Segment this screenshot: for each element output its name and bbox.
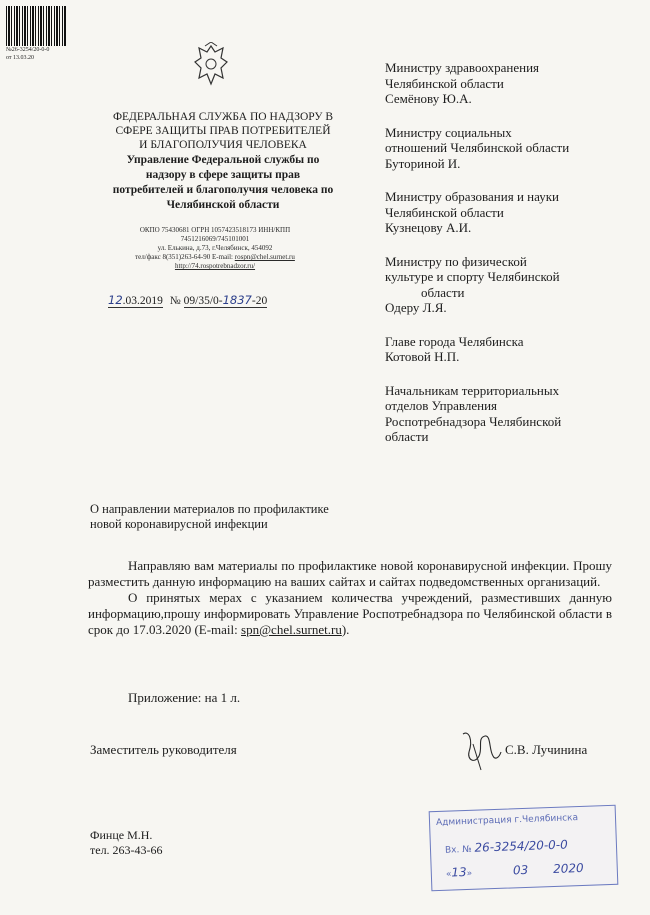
coat-of-arms-icon	[191, 42, 231, 88]
addressee-line: Кузнецову А.И.	[385, 220, 472, 235]
addressee-line: отношений Челябинской области	[385, 140, 570, 155]
addressee-line: Министру социальных	[385, 124, 512, 140]
addressee-line: области	[421, 284, 465, 300]
contact-line: ОКПО 75430681 ОГРН 1057423518173 ИНН/КПП	[139, 226, 291, 234]
stamp-title: Администрация г.Челябинска	[435, 813, 579, 829]
addressee-line: Министру образования и науки	[385, 189, 559, 204]
contact-line: 7451216069/745101001	[180, 235, 250, 243]
addressee-line: Буториной И.	[385, 155, 461, 171]
addressee-block	[385, 334, 635, 365]
body-text-end: ).	[341, 622, 350, 637]
letter-subject	[90, 502, 370, 532]
reg-date	[108, 293, 163, 308]
reg-no-suffix: -20	[251, 295, 268, 307]
barcode-sticker	[6, 6, 74, 68]
subject-line: О направлении материалов по профилактике	[90, 502, 329, 516]
reg-number	[184, 293, 268, 308]
addressee-line: Министру по физической	[385, 253, 527, 269]
contact-line	[105, 253, 325, 262]
addressee-block	[385, 189, 635, 236]
addressee-line: Начальникам территориальных	[385, 382, 560, 398]
body-paragraph	[88, 590, 612, 638]
stamp-date-month: 03	[512, 862, 529, 878]
addressee-line: Главе города Челябинска	[385, 333, 524, 349]
addressee-line: культуре и спорту Челябинской	[385, 269, 560, 284]
addressee-block	[385, 383, 635, 445]
body-paragraph: Направляю вам материалы по профилактике новой коронавирусной инфекции. Прошу разместить данную информацию на ваших сайтах и сайтах подведомственных организаций.	[88, 558, 612, 589]
addressee-block	[385, 254, 635, 316]
executor-block	[90, 828, 163, 858]
org-name-line: И БЛАГОПОЛУЧИЯ ЧЕЛОВЕКА	[139, 139, 307, 151]
addressee-line: Котовой Н.П.	[385, 349, 460, 364]
handwritten-signature-icon	[455, 726, 510, 774]
executor-name: Финце М.Н.	[90, 828, 153, 842]
addressee-block	[385, 60, 635, 107]
contact-email: rospn@chel.surnet.ru	[234, 253, 295, 261]
registration-line	[108, 293, 267, 308]
body-email-link[interactable]: spn@chel.surnet.ru	[241, 622, 342, 637]
stamp-date-close: »	[466, 868, 473, 879]
addressee-line: Челябинской области	[385, 204, 504, 220]
incoming-stamp	[429, 805, 619, 891]
addressee-line: Челябинской области	[385, 75, 504, 91]
contact-site: http://74.rospotrebnadzor.ru/	[174, 262, 256, 270]
executor-phone: тел. 263-43-66	[90, 843, 163, 857]
stamp-number-row	[445, 837, 568, 855]
org-name-line: ФЕДЕРАЛЬНАЯ СЛУЖБА ПО НАДЗОРУ В	[112, 111, 334, 123]
addressee-line: Роспотребнадзора Челябинской	[385, 413, 562, 429]
dept-name-line: потребителей и благополучия человека по	[112, 184, 334, 196]
attachment-note: Приложение: на 1 л.	[128, 690, 241, 705]
addressee-line: области	[385, 429, 429, 444]
contact-phone: тел/факс 8(351)263-64-90 E-mail:	[135, 253, 235, 261]
barcode-icon	[6, 6, 66, 46]
subject-line: новой коронавирусной инфекции	[90, 517, 268, 531]
reg-day-handwritten: 12	[108, 293, 123, 307]
barcode-number: №26-3254/20-0-0	[6, 47, 50, 53]
signer-name: С.В. Лучинина	[505, 742, 588, 757]
contact-block	[105, 226, 325, 271]
dept-name-line: Управление Федеральной службы по	[126, 154, 320, 166]
reg-date-rest: .03.2019	[122, 295, 163, 307]
dept-name-line: Челябинской области	[166, 199, 280, 211]
letter-body	[88, 558, 612, 638]
stamp-date-day: 13	[451, 865, 467, 880]
stamp-date-open: «	[445, 869, 452, 880]
stamp-in-number: 26-3254/20-0-0	[474, 837, 569, 855]
contact-line: ул. Елькина, д.73, г.Челябинск, 454092	[157, 244, 273, 252]
reg-no-label: №	[169, 295, 181, 307]
org-name-line: СФЕРЕ ЗАЩИТЫ ПРАВ ПОТРЕБИТЕЛЕЙ	[115, 125, 331, 137]
stamp-in-label: Вх. №	[444, 844, 472, 856]
addressee-list	[385, 60, 635, 463]
reg-no-handwritten: 1837	[222, 293, 252, 307]
stamp-date-year: 2020	[552, 860, 584, 876]
reg-no-prefix: 09/35/0-	[183, 295, 223, 307]
addressee-line: Одеру Л.Я.	[385, 300, 447, 315]
addressee-line: Семёнову Ю.А.	[385, 91, 472, 106]
addressee-line: Министру здравоохранения	[385, 60, 540, 75]
barcode-date: от 13.03.20	[6, 55, 35, 61]
organization-header	[88, 110, 358, 212]
addressee-block	[385, 125, 635, 172]
dept-name-line: надзору в сфере защиты прав	[145, 169, 301, 181]
addressee-line: отделов Управления	[385, 398, 498, 413]
body-text: О принятых мерах с указанием количества учреждений, разместивших данную информацию,прошу информировать Управление Роспотребнадзора по Челябинской области в срок до 17.03.2020 (E-mail:	[88, 590, 612, 637]
signer-position: Заместитель руководителя	[90, 742, 237, 757]
stamp-date-row	[446, 861, 584, 880]
